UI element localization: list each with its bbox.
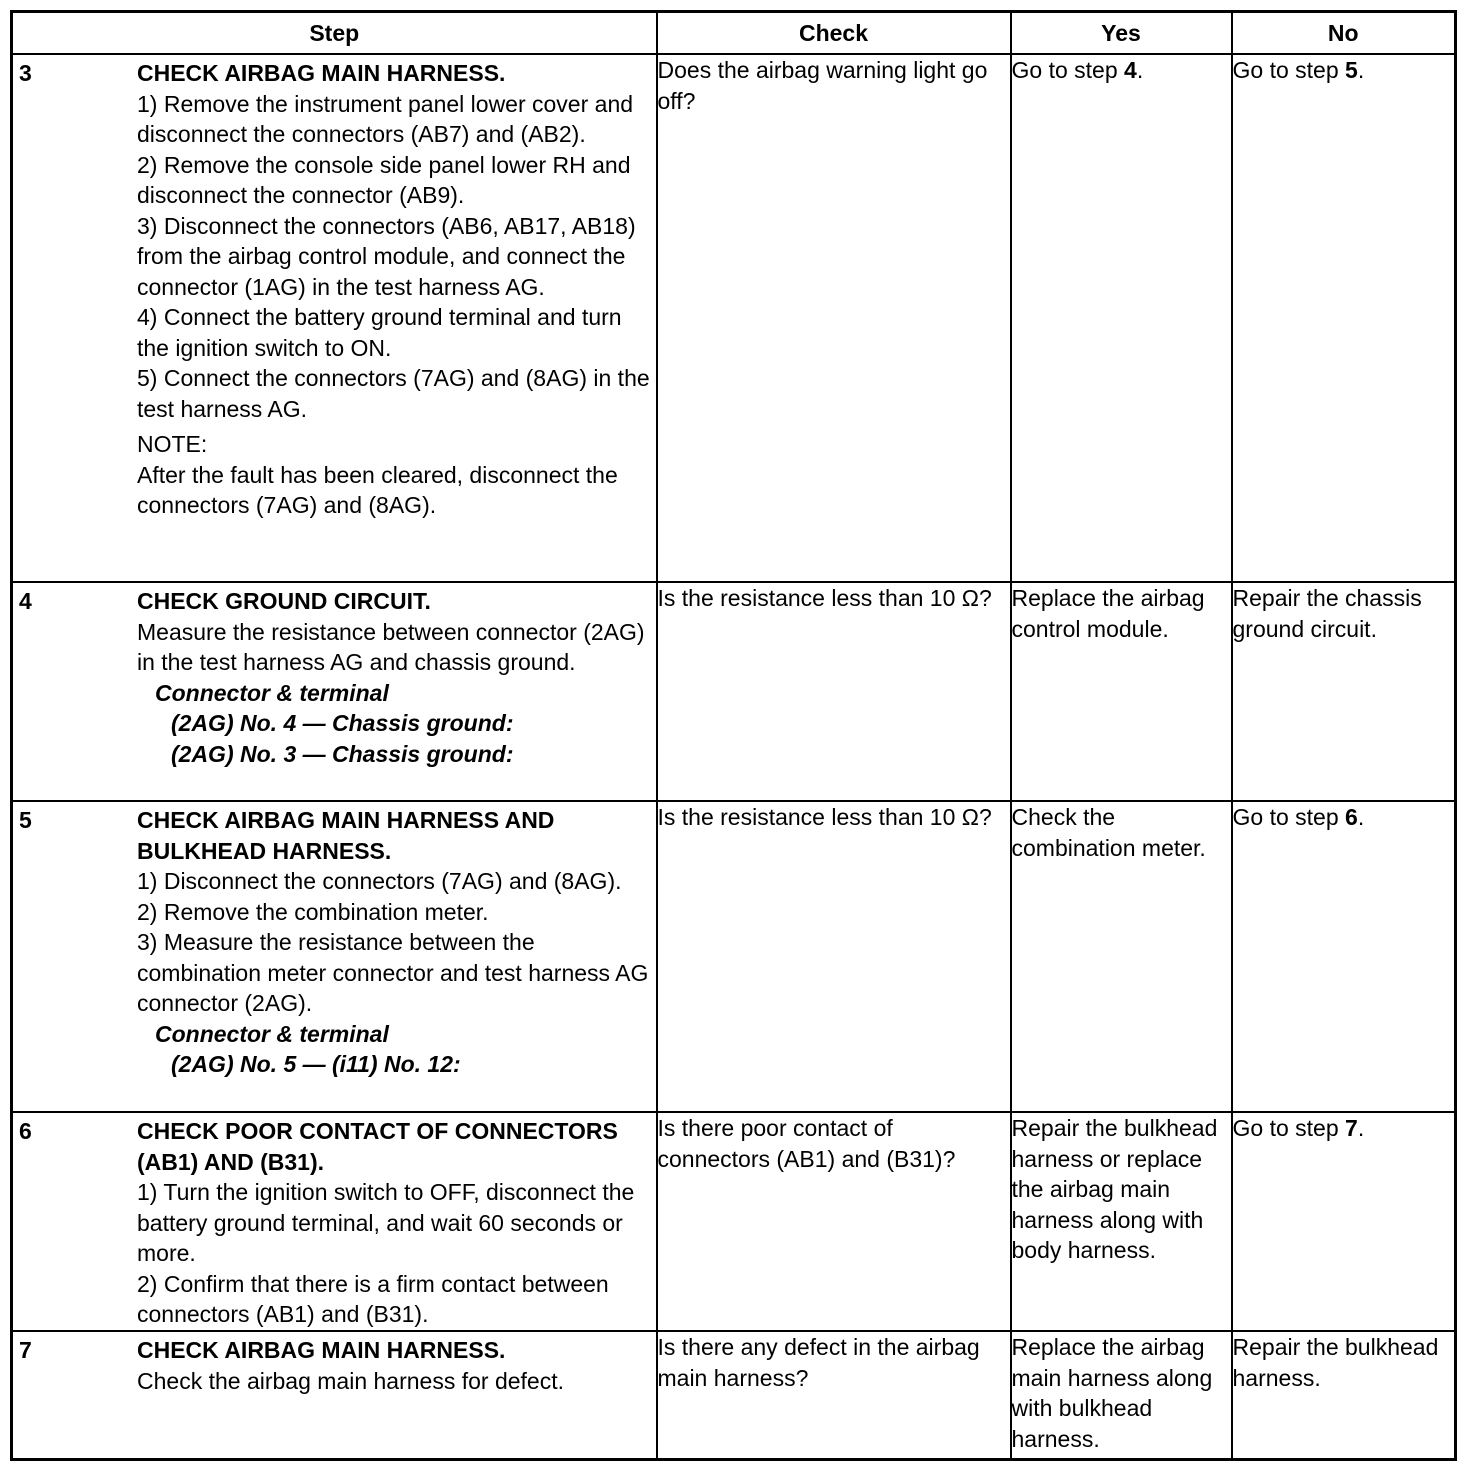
- yes-prefix: Go to step: [1011, 57, 1125, 83]
- procedure-line: Measure the resistance between connector (2AG) in the test harness AG and chassis ground.: [137, 618, 645, 675]
- procedure-line: 5) Connect the connectors (7AG) and (8AG) in the test harness AG.: [137, 365, 650, 422]
- check-cell: Is the resistance less than 10 Ω?: [657, 582, 1011, 801]
- procedure-line: 2) Remove the console side panel lower RH and disconnect the connector (AB9).: [137, 151, 631, 208]
- step-cell: [12, 54, 657, 582]
- note-label: NOTE:: [137, 431, 208, 457]
- no-step-ref: 6: [1345, 804, 1358, 830]
- header-check: Check: [657, 12, 1011, 55]
- note-text: After the fault has been cleared, disconnect the connectors (7AG) and (8AG).: [137, 461, 618, 518]
- step-number: 4: [19, 588, 32, 614]
- table-row: [12, 1112, 1456, 1331]
- step-cell: [12, 1112, 657, 1331]
- procedure-line: Check the airbag main harness for defect.: [137, 1367, 565, 1394]
- no-prefix: Go to step: [1232, 1115, 1346, 1141]
- no-suffix: .: [1357, 804, 1365, 830]
- spec-line: (2AG) No. 4 — Chassis ground:: [171, 710, 514, 736]
- procedure-line: 3) Measure the resistance between the combination meter connector and test harness AG connector (2AG).: [137, 929, 649, 1016]
- step-cell: [12, 1331, 657, 1459]
- step-title: CHECK AIRBAG MAIN HARNESS AND BULKHEAD HARNESS.: [137, 807, 555, 864]
- step-cell: [12, 582, 657, 801]
- yes-cell: Repair the bulkhead harness or replace the airbag main harness along with body harness.: [1011, 1112, 1232, 1331]
- procedure-line: 3) Disconnect the connectors (AB6, AB17, AB18) from the airbag control module, and connect the connector (1AG) in the test harness AG.: [137, 212, 636, 300]
- no-prefix: Go to step: [1232, 57, 1346, 83]
- header-no: No: [1232, 12, 1456, 55]
- step-number: 5: [19, 807, 32, 833]
- step-number: 6: [19, 1118, 32, 1144]
- no-cell: Repair the chassis ground circuit.: [1232, 582, 1456, 801]
- no-suffix: .: [1357, 57, 1365, 83]
- procedure-line: 1) Disconnect the connectors (7AG) and (8AG).: [137, 868, 622, 894]
- step-cell: [12, 801, 657, 1112]
- no-cell: Repair the bulkhead harness.: [1232, 1331, 1456, 1459]
- check-cell: Is the resistance less than 10 Ω?: [657, 801, 1011, 1112]
- yes-cell: Replace the airbag control module.: [1011, 582, 1232, 801]
- no-prefix: Go to step: [1232, 804, 1346, 830]
- step-title: CHECK AIRBAG MAIN HARNESS.: [137, 60, 506, 86]
- check-cell: Does the airbag warning light go off?: [657, 54, 1011, 582]
- no-step-ref: 5: [1345, 57, 1358, 83]
- yes-cell: Check the combination meter.: [1011, 801, 1232, 1112]
- check-cell: Is there poor contact of connectors (AB1) and (B31)?: [657, 1112, 1011, 1331]
- no-cell: [1232, 54, 1456, 582]
- no-step-ref: 7: [1345, 1115, 1358, 1141]
- procedure-line: 4) Connect the battery ground terminal and turn the ignition switch to ON.: [137, 304, 622, 361]
- yes-cell: [1011, 54, 1232, 582]
- header-step: Step: [12, 12, 657, 55]
- yes-step-ref: 4: [1124, 57, 1137, 83]
- spec-heading: Connector & terminal: [155, 1020, 389, 1047]
- procedure-line: 2) Confirm that there is a firm contact between connectors (AB1) and (B31).: [137, 1270, 609, 1327]
- step-title: CHECK GROUND CIRCUIT.: [137, 588, 431, 614]
- table-row: [12, 801, 1456, 1112]
- yes-suffix: .: [1136, 57, 1144, 83]
- table-row: [12, 582, 1456, 801]
- check-cell: Is there any defect in the airbag main harness?: [657, 1331, 1011, 1459]
- yes-cell: Replace the airbag main harness along with bulkhead harness.: [1011, 1331, 1232, 1459]
- table-row: [12, 54, 1456, 582]
- procedure-line: 1) Turn the ignition switch to OFF, disconnect the battery ground terminal, and wait 60 seconds or more.: [137, 1179, 635, 1266]
- no-suffix: .: [1357, 1115, 1365, 1141]
- procedure-line: 1) Remove the instrument panel lower cover and disconnect the connectors (AB7) and (AB2).: [137, 90, 634, 147]
- procedure-line: 2) Remove the combination meter.: [137, 898, 489, 925]
- table-header-row: [12, 12, 1456, 55]
- diagnostic-table: [10, 10, 1457, 1461]
- header-yes: Yes: [1011, 12, 1232, 55]
- spec-line: (2AG) No. 3 — Chassis ground:: [171, 740, 514, 767]
- step-title: CHECK AIRBAG MAIN HARNESS.: [137, 1337, 506, 1363]
- no-cell: [1232, 801, 1456, 1112]
- table-row: [12, 1331, 1456, 1459]
- step-number: 3: [19, 60, 32, 86]
- step-title: CHECK POOR CONTACT OF CONNECTORS (AB1) AND (B31).: [137, 1118, 618, 1175]
- no-cell: [1232, 1112, 1456, 1331]
- step-number: 7: [19, 1337, 32, 1363]
- spec-line: (2AG) No. 5 — (i11) No. 12:: [171, 1051, 461, 1077]
- spec-heading: Connector & terminal: [155, 679, 389, 706]
